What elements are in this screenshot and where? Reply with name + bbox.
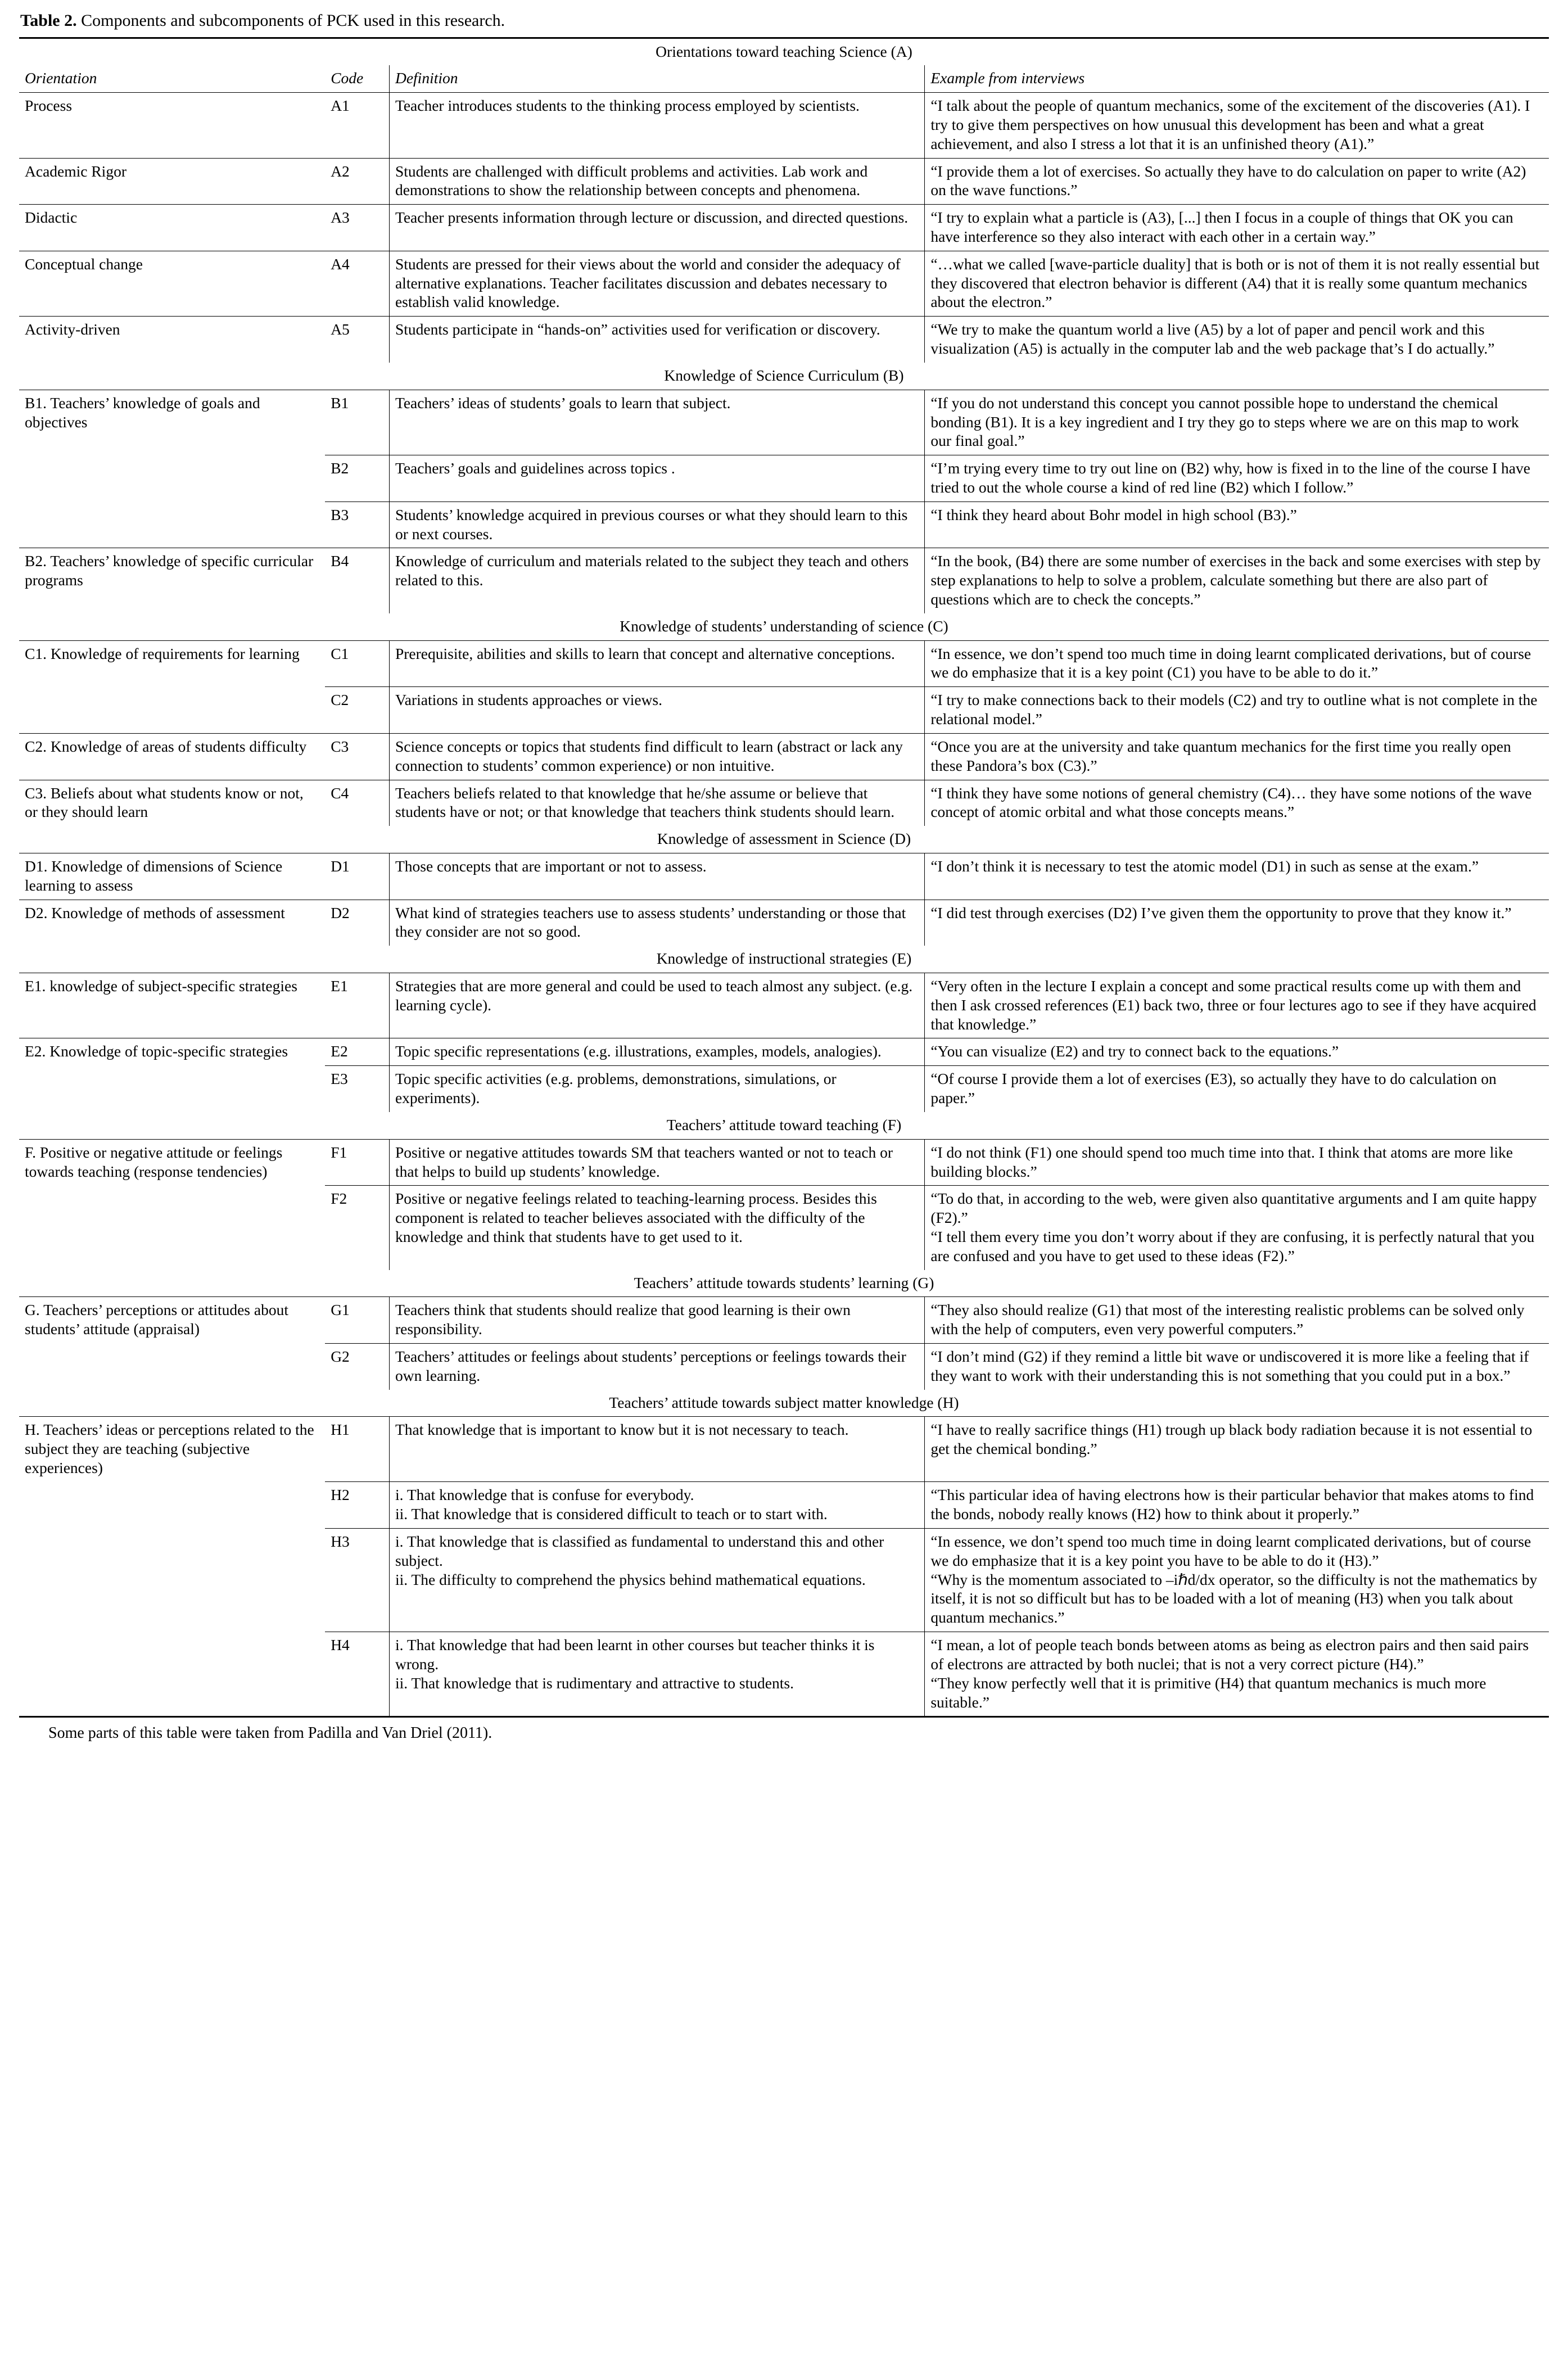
cell-definition: Positive or negative attitudes towards SM that teachers wanted or not to teach or that helps to build up students’ knowledge. [389, 1139, 924, 1186]
cell-code: G2 [325, 1344, 389, 1390]
table-row [19, 1482, 1549, 1529]
table-row [19, 1186, 1549, 1270]
cell-definition: Students are challenged with difficult problems and activities. Lab work and demonstrations to show the relationship between concepts and phenomena. [389, 158, 924, 205]
cell-example: “Very often in the lecture I explain a concept and some practical results come up with them and then I ask crossed references (E1) back two, three or four lectures ago to see if they have acquired that knowledge.” [925, 973, 1549, 1038]
cell-code: A3 [325, 205, 389, 251]
table-row [19, 973, 1549, 1038]
section-title: Teachers’ attitude towards subject matter knowledge (H) [609, 1393, 959, 1411]
cell-example: “…what we called [wave-particle duality] that is both or is not of them it is not really essential but they discovered that electron behavior is different (A4) that it is really some quantum mechanics about the electron.” [925, 251, 1549, 316]
cell-example: “They also should realize (G1) that most of the interesting realistic problems can be solved only with the help of computers, even very powerful computers.” [925, 1297, 1549, 1344]
table-row [19, 251, 1549, 316]
cell-code: H4 [325, 1632, 389, 1716]
table-row [19, 1297, 1549, 1344]
cell-orientation [19, 1344, 325, 1390]
cell-code: D1 [325, 853, 389, 900]
cell-definition: Students are pressed for their views about the world and consider the adequacy of alternative explanations. Teacher facilitates discussion and debates necessary to establish valid knowledge. [389, 251, 924, 316]
cell-orientation: C1. Knowledge of requirements for learning [19, 640, 325, 687]
cell-code: F1 [325, 1139, 389, 1186]
cell-example: “You can visualize (E2) and try to connect back to the equations.” [925, 1038, 1549, 1066]
cell-orientation: Academic Rigor [19, 158, 325, 205]
cell-definition: Topic specific representations (e.g. illustrations, examples, models, analogies). [389, 1038, 924, 1066]
cell-orientation [19, 1529, 325, 1632]
cell-definition: Teachers think that students should realize that good learning is their own responsibility. [389, 1297, 924, 1344]
cell-orientation: Didactic [19, 205, 325, 251]
cell-orientation [19, 687, 325, 734]
cell-example: “I don’t mind (G2) if they remind a little bit wave or undiscovered it is more like a feeling that if they want to work with their understanding this is not something that you could put in a box.” [925, 1344, 1549, 1390]
cell-code: F2 [325, 1186, 389, 1270]
cell-definition: i. That knowledge that is confuse for everybody. ii. That knowledge that is considered difficult to teach or to start with. [389, 1482, 924, 1529]
section-title: Knowledge of Science Curriculum (B) [664, 366, 904, 384]
cell-orientation: B1. Teachers’ knowledge of goals and objectives [19, 390, 325, 455]
cell-definition: Strategies that are more general and could be used to teach almost any subject. (e.g. learning cycle). [389, 973, 924, 1038]
section-title: Knowledge of assessment in Science (D) [657, 830, 911, 848]
cell-code: H2 [325, 1482, 389, 1529]
rule-cell [389, 1716, 924, 1717]
table-row [19, 640, 1549, 687]
cell-example: “I do not think (F1) one should spend too much time into that. I think that atoms are more like building blocks.” [925, 1139, 1549, 1186]
table-row [19, 205, 1549, 251]
cell-example: “I did test through exercises (D2) I’ve given them the opportunity to prove that they know it.” [925, 900, 1549, 946]
cell-code: D2 [325, 900, 389, 946]
cell-orientation [19, 455, 325, 502]
table-row [19, 1529, 1549, 1632]
cell-definition: Teachers’ attitudes or feelings about students’ perceptions or feelings towards their own learning. [389, 1344, 924, 1390]
section-header-row [19, 363, 1549, 390]
cell-example: “In essence, we don’t spend too much time in doing learnt complicated derivations, but of course we do emphasize that it is a key point (C1) you have to be able to do it.” [925, 640, 1549, 687]
cell-code: G1 [325, 1297, 389, 1344]
table-row [19, 390, 1549, 455]
cell-orientation: Activity-driven [19, 317, 325, 363]
cell-definition: Topic specific activities (e.g. problems, demonstrations, simulations, or experiments). [389, 1066, 924, 1112]
rule-cell [325, 1716, 389, 1717]
cell-example: “We try to make the quantum world a live (A5) by a lot of paper and pencil work and this visualization (A5) is actually in the computer lab and the web package that’s I do actually.” [925, 317, 1549, 363]
cell-orientation: D2. Knowledge of methods of assessment [19, 900, 325, 946]
column-header-definition: Definition [389, 65, 924, 92]
section-header-row [19, 1112, 1549, 1139]
cell-code: C3 [325, 733, 389, 780]
cell-example: “I think they heard about Bohr model in high school (B3).” [925, 501, 1549, 548]
section-header-row [19, 613, 1549, 640]
table-row [19, 501, 1549, 548]
cell-code: E2 [325, 1038, 389, 1066]
section-header-row [19, 38, 1549, 65]
table-row [19, 1417, 1549, 1482]
cell-definition: Students participate in “hands-on” activities used for verification or discovery. [389, 317, 924, 363]
cell-example: “I try to make connections back to their models (C2) and try to outline what is not complete in the relational model.” [925, 687, 1549, 734]
cell-definition: Students’ knowledge acquired in previous courses or what they should learn to this or next courses. [389, 501, 924, 548]
cell-example: “I think they have some notions of general chemistry (C4)… they have some notions of the wave concept of atomic orbital and what those concepts means.” [925, 780, 1549, 826]
cell-code: A4 [325, 251, 389, 316]
cell-code: B1 [325, 390, 389, 455]
cell-definition: Science concepts or topics that students find difficult to learn (abstract or lack any connection to students’ common experience) or non intuitive. [389, 733, 924, 780]
section-title: Knowledge of instructional strategies (E) [656, 950, 912, 968]
rule-cell [19, 1716, 325, 1717]
table-row [19, 853, 1549, 900]
section-header-row [19, 826, 1549, 853]
table-row [19, 1632, 1549, 1716]
cell-definition: i. That knowledge that is classified as fundamental to understand this and other subject. ii. The difficulty to comprehend the physics behind mathematical equations. [389, 1529, 924, 1632]
section-header-row [19, 1270, 1549, 1297]
section-header-row [19, 946, 1549, 973]
cell-definition: Knowledge of curriculum and materials related to the subject they teach and others related to this. [389, 548, 924, 613]
cell-orientation [19, 501, 325, 548]
column-header-code: Code [331, 69, 364, 87]
section-title: Knowledge of students’ understanding of science (C) [620, 617, 948, 635]
cell-code: A2 [325, 158, 389, 205]
cell-definition: What kind of strategies teachers use to assess students’ understanding or those that they consider are not so good. [389, 900, 924, 946]
cell-orientation: H. Teachers’ ideas or perceptions related to the subject they are teaching (subjective experiences) [19, 1417, 325, 1482]
cell-code: H1 [325, 1417, 389, 1482]
cell-orientation: B2. Teachers’ knowledge of specific curricular programs [19, 548, 325, 613]
section-title: Orientations toward teaching Science (A) [19, 38, 1549, 65]
cell-example: “Of course I provide them a lot of exercises (E3), so actually they have to do calculation on paper.” [925, 1066, 1549, 1112]
cell-example: “In essence, we don’t spend too much time in doing learnt complicated derivations, but of course we do emphasize that it is a key point you have to be able to do it (H3).” “Why is the momentum associated to –iℏd/dx operator, so the difficulty is not the mathematics by itself, it is not so difficult but has to be loaded with a lot of meaning (H3) when you talk about quantum mechanics.” [925, 1529, 1549, 1632]
table-row [19, 317, 1549, 363]
cell-example: “Once you are at the university and take quantum mechanics for the first time you really open these Pandora’s box (C3).” [925, 733, 1549, 780]
cell-orientation: Process [19, 93, 325, 158]
cell-orientation: E1. knowledge of subject-specific strategies [19, 973, 325, 1038]
cell-code: E3 [325, 1066, 389, 1112]
table-row [19, 548, 1549, 613]
cell-orientation: Conceptual change [19, 251, 325, 316]
cell-orientation: C3. Beliefs about what students know or not, or they should learn [19, 780, 325, 826]
cell-example: “This particular idea of having electrons how is their particular behavior that makes atoms to find the bonds, nobody really knows (H2) how to think about it properly.” [925, 1482, 1549, 1529]
cell-definition: Prerequisite, abilities and skills to learn that concept and alternative conceptions. [389, 640, 924, 687]
table-row [19, 93, 1549, 158]
table-footnote: Some parts of this table were taken from Padilla and Van Driel (2011). [48, 1724, 492, 1742]
table-caption-label: Table 2. [20, 11, 77, 30]
table-row [19, 687, 1549, 734]
column-header-row [19, 65, 1549, 92]
cell-code: A1 [325, 93, 389, 158]
cell-definition: That knowledge that is important to know but it is not necessary to teach. [389, 1417, 924, 1482]
cell-code: H3 [325, 1529, 389, 1632]
cell-example: “To do that, in according to the web, were given also quantitative arguments and I am quite happy (F2).” “I tell them every time you don’t worry about if they are confusing, it is perfectly natural that you are confused and you have to get used to these ideas (F2).” [925, 1186, 1549, 1270]
table-row [19, 1344, 1549, 1390]
table-row [19, 780, 1549, 826]
cell-orientation: G. Teachers’ perceptions or attitudes about students’ attitude (appraisal) [19, 1297, 325, 1344]
table-body [19, 38, 1549, 1717]
cell-example: “I talk about the people of quantum mechanics, some of the excitement of the discoveries (A1). I try to give them perspectives on how unusual this development has been and what a great achievement, and also I stress a lot that it is an unfinished theory (A1).” [925, 93, 1549, 158]
cell-orientation: F. Positive or negative attitude or feelings towards teaching (response tendencies) [19, 1139, 325, 1186]
cell-example: “I mean, a lot of people teach bonds between atoms as being as electron pairs and then said pairs of electrons are attracted by both nuclei; that is not a very correct picture (H4).” “They know perfectly well that it is primitive (H4) that quantum mechanics is much more suitable.” [925, 1632, 1549, 1716]
cell-code: C2 [325, 687, 389, 734]
cell-example: “In the book, (B4) there are some number of exercises in the back and some exercises with step by step explanations to help to solve a problem, calculate something but there are also part of questions which are to check the concepts.” [925, 548, 1549, 613]
cell-orientation: E2. Knowledge of topic-specific strategies [19, 1038, 325, 1066]
cell-example: “I’m trying every time to try out line on (B2) why, how is fixed in to the line of the course I have tried to out the whole course a kind of red line (B2) which I follow.” [925, 455, 1549, 502]
cell-example: “I provide them a lot of exercises. So actually they have to do calculation on paper to write (A2) on the wave functions.” [925, 158, 1549, 205]
cell-definition: Teachers’ goals and guidelines across topics . [389, 455, 924, 502]
column-header-orientation: Orientation [25, 69, 97, 87]
cell-code: B4 [325, 548, 389, 613]
cell-code: A5 [325, 317, 389, 363]
table-row [19, 158, 1549, 205]
pck-table [19, 37, 1549, 1718]
cell-definition: i. That knowledge that had been learnt in other courses but teacher thinks it is wrong. ii. That knowledge that is rudimentary and attractive to students. [389, 1632, 924, 1716]
cell-definition: Variations in students approaches or views. [389, 687, 924, 734]
cell-orientation: D1. Knowledge of dimensions of Science learning to assess [19, 853, 325, 900]
cell-example: “I don’t think it is necessary to test the atomic model (D1) in such as sense at the exam.” [925, 853, 1549, 900]
table-row [19, 1038, 1549, 1066]
cell-definition: Teachers beliefs related to that knowledge that he/she assume or believe that students have or not; or that knowledge that teachers think students should learn. [389, 780, 924, 826]
table-row [19, 733, 1549, 780]
table-row [19, 1066, 1549, 1112]
section-title: Teachers’ attitude toward teaching (F) [666, 1115, 902, 1133]
cell-definition: Those concepts that are important or not to assess. [389, 853, 924, 900]
cell-example: “I have to really sacrifice things (H1) trough up black body radiation because it is not essential to get the chemical bonding.” [925, 1417, 1549, 1482]
table-row [19, 455, 1549, 502]
cell-code: B3 [325, 501, 389, 548]
table-caption-text: Components and subcomponents of PCK used in this research. [76, 11, 505, 30]
cell-code: C1 [325, 640, 389, 687]
cell-definition: Teachers’ ideas of students’ goals to learn that subject. [389, 390, 924, 455]
section-header-row [19, 1390, 1549, 1417]
cell-definition: Teacher presents information through lecture or discussion, and directed questions. [389, 205, 924, 251]
cell-orientation [19, 1186, 325, 1270]
cell-orientation [19, 1482, 325, 1529]
cell-code: E1 [325, 973, 389, 1038]
table-row [19, 900, 1549, 946]
cell-definition: Positive or negative feelings related to teaching-learning process. Besides this component is related to teacher believes associated with the difficulty of the knowledge and think that students have to get used to it. [389, 1186, 924, 1270]
section-title: Teachers’ attitude towards students’ learning (G) [634, 1273, 934, 1291]
table-bottom-rule [19, 1716, 1549, 1717]
cell-definition: Teacher introduces students to the thinking process employed by scientists. [389, 93, 924, 158]
table-caption [20, 10, 1549, 31]
table-row [19, 1139, 1549, 1186]
cell-orientation [19, 1632, 325, 1716]
cell-orientation [19, 1066, 325, 1112]
cell-example: “If you do not understand this concept you cannot possible hope to understand the chemical bonding (B1). It is a key ingredient and I try they go to steps where we are on this map to work our final goal.” [925, 390, 1549, 455]
cell-code: B2 [325, 455, 389, 502]
rule-cell [925, 1716, 1549, 1717]
cell-code: C4 [325, 780, 389, 826]
cell-orientation: C2. Knowledge of areas of students difficulty [19, 733, 325, 780]
cell-example: “I try to explain what a particle is (A3), [...] then I focus in a couple of things that OK you can have interference so they also interact with each other in a certain way.” [925, 205, 1549, 251]
column-header-example: Example from interviews [925, 65, 1549, 92]
